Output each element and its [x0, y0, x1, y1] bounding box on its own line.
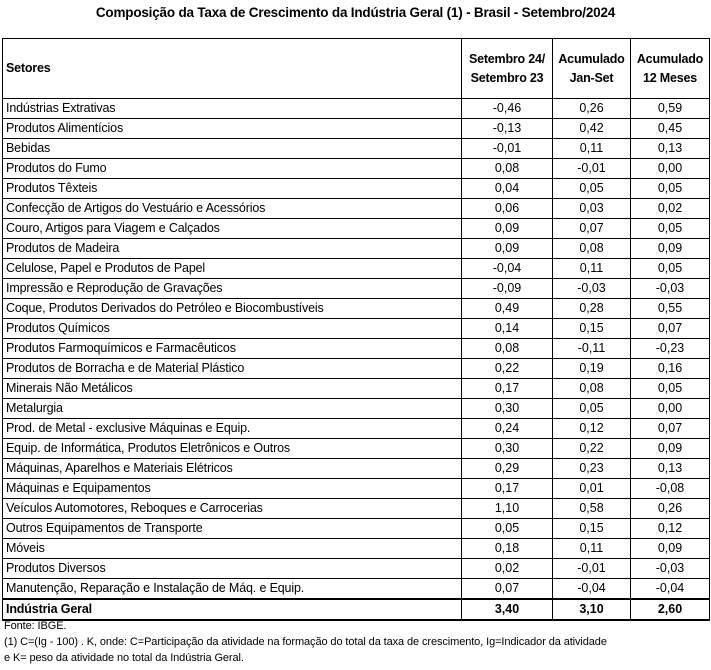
sector-name: Metalurgia — [3, 399, 462, 419]
table-header-row — [3, 39, 710, 99]
table-row — [3, 559, 710, 579]
value-acumulado-ano: 0,15 — [553, 319, 631, 339]
value-acumulado-ano: 0,07 — [553, 219, 631, 239]
header-setembro-line2: Setembro 23 — [470, 70, 544, 85]
value-acumulado-12m: -0,03 — [631, 279, 710, 299]
value-acumulado-12m: 0,05 — [631, 379, 710, 399]
footnote-line2: e K= peso da atividade no total da Indústria Geral. — [4, 652, 244, 664]
value-setembro: -0,46 — [462, 99, 553, 119]
value-acumulado-12m: 0,09 — [631, 539, 710, 559]
sector-name: Produtos do Fumo — [3, 159, 462, 179]
value-setembro: 0,18 — [462, 539, 553, 559]
value-setembro: 0,22 — [462, 359, 553, 379]
sector-name: Bebidas — [3, 139, 462, 159]
header-acumulado-ano — [553, 39, 631, 99]
value-acumulado-ano: -0,01 — [553, 159, 631, 179]
value-setembro: 0,06 — [462, 199, 553, 219]
table-row — [3, 339, 710, 359]
value-acumulado-ano: 0,11 — [553, 539, 631, 559]
total-label: Indústria Geral — [3, 599, 462, 620]
value-setembro: 1,10 — [462, 499, 553, 519]
value-acumulado-ano: 0,58 — [553, 499, 631, 519]
value-setembro: 0,49 — [462, 299, 553, 319]
value-acumulado-ano: -0,03 — [553, 279, 631, 299]
value-acumulado-ano: 0,12 — [553, 419, 631, 439]
sector-name: Máquinas, Aparelhos e Materiais Elétricos — [3, 459, 462, 479]
table-row — [3, 159, 710, 179]
value-acumulado-12m: 0,05 — [631, 219, 710, 239]
value-acumulado-ano: 0,28 — [553, 299, 631, 319]
value-acumulado-12m: 0,59 — [631, 99, 710, 119]
value-setembro: 0,30 — [462, 439, 553, 459]
value-acumulado-12m: 0,13 — [631, 139, 710, 159]
table-row — [3, 479, 710, 499]
table-row — [3, 579, 710, 600]
total-acum-12m: 2,60 — [631, 599, 710, 620]
value-setembro: -0,04 — [462, 259, 553, 279]
table-row — [3, 359, 710, 379]
value-acumulado-ano: 0,22 — [553, 439, 631, 459]
value-setembro: 0,05 — [462, 519, 553, 539]
table-row — [3, 239, 710, 259]
table-row — [3, 179, 710, 199]
table-row — [3, 459, 710, 479]
table-row — [3, 519, 710, 539]
sector-name: Veículos Automotores, Reboques e Carrocerias — [3, 499, 462, 519]
value-acumulado-12m: 0,05 — [631, 259, 710, 279]
value-setembro: 0,17 — [462, 479, 553, 499]
value-setembro: 0,08 — [462, 339, 553, 359]
table-row — [3, 439, 710, 459]
table-row — [3, 419, 710, 439]
value-acumulado-ano: 0,15 — [553, 519, 631, 539]
value-acumulado-ano: 0,11 — [553, 259, 631, 279]
value-setembro: 0,24 — [462, 419, 553, 439]
sector-name: Outros Equipamentos de Transporte — [3, 519, 462, 539]
value-setembro: 0,04 — [462, 179, 553, 199]
value-acumulado-ano: 0,11 — [553, 139, 631, 159]
sector-name: Coque, Produtos Derivados do Petróleo e Biocombustíveis — [3, 299, 462, 319]
value-acumulado-12m: 0,00 — [631, 399, 710, 419]
source-note: Fonte: IBGE. — [4, 620, 67, 632]
value-acumulado-ano: 0,42 — [553, 119, 631, 139]
value-acumulado-ano: 0,05 — [553, 179, 631, 199]
header-acumulado-12m — [631, 39, 710, 99]
header-acumulado-12m-line1: Acumulado — [636, 51, 704, 66]
value-acumulado-12m: 0,02 — [631, 199, 710, 219]
header-acumulado-12m-line2: 12 Meses — [643, 70, 697, 85]
value-acumulado-12m: 0,45 — [631, 119, 710, 139]
table-body — [3, 99, 710, 600]
table-row — [3, 319, 710, 339]
value-setembro: -0,01 — [462, 139, 553, 159]
sector-name: Produtos Têxteis — [3, 179, 462, 199]
header-setores: Setores — [3, 39, 462, 99]
header-acumulado-ano-line1: Acumulado — [558, 51, 625, 66]
value-acumulado-12m: 0,00 — [631, 159, 710, 179]
sector-name: Produtos Diversos — [3, 559, 462, 579]
value-setembro: -0,09 — [462, 279, 553, 299]
value-acumulado-12m: 0,05 — [631, 179, 710, 199]
sector-name: Produtos Farmoquímicos e Farmacêuticos — [3, 339, 462, 359]
table-title: Composição da Taxa de Crescimento da Indústria Geral (1) - Brasil - Setembro/2024 — [95, 5, 616, 20]
sector-name: Produtos de Madeira — [3, 239, 462, 259]
value-acumulado-12m: 0,09 — [631, 439, 710, 459]
value-acumulado-12m: -0,23 — [631, 339, 710, 359]
footnote-line1: (1) C=(Ig - 100) . K, onde: C=Participação da atividade na formação do total da taxa de crescimento, Ig=Indicador da atividade — [4, 636, 607, 648]
value-acumulado-ano: -0,11 — [553, 339, 631, 359]
value-acumulado-12m: -0,03 — [631, 559, 710, 579]
total-acum-ano: 3,10 — [553, 599, 631, 620]
value-acumulado-12m: 0,13 — [631, 459, 710, 479]
sector-name: Impressão e Reprodução de Gravações — [3, 279, 462, 299]
sector-name: Confecção de Artigos do Vestuário e Acessórios — [3, 199, 462, 219]
value-setembro: 0,07 — [462, 579, 553, 600]
table-row — [3, 199, 710, 219]
table-row — [3, 219, 710, 239]
total-mes: 3,40 — [462, 599, 553, 620]
value-acumulado-12m: 0,09 — [631, 239, 710, 259]
value-setembro: 0,14 — [462, 319, 553, 339]
value-acumulado-12m: -0,08 — [631, 479, 710, 499]
value-setembro: 0,02 — [462, 559, 553, 579]
value-setembro: 0,09 — [462, 239, 553, 259]
sector-name: Prod. de Metal - exclusive Máquinas e Equip. — [3, 419, 462, 439]
table-row — [3, 259, 710, 279]
sector-name: Produtos Alimentícios — [3, 119, 462, 139]
header-setembro — [462, 39, 553, 99]
header-setembro-line1: Setembro 24/ — [468, 51, 546, 66]
value-acumulado-ano: 0,05 — [553, 399, 631, 419]
value-acumulado-ano: 0,19 — [553, 359, 631, 379]
table-row — [3, 279, 710, 299]
table-row — [3, 539, 710, 559]
value-acumulado-12m: -0,04 — [631, 579, 710, 600]
growth-composition-table — [2, 38, 710, 621]
table-row — [3, 99, 710, 119]
value-acumulado-ano: -0,04 — [553, 579, 631, 600]
sector-name: Couro, Artigos para Viagem e Calçados — [3, 219, 462, 239]
value-setembro: 0,17 — [462, 379, 553, 399]
value-acumulado-12m: 0,07 — [631, 419, 710, 439]
value-acumulado-12m: 0,26 — [631, 499, 710, 519]
header-acumulado-ano-line2: Jan-Set — [569, 70, 614, 85]
value-setembro: 0,09 — [462, 219, 553, 239]
value-acumulado-ano: 0,01 — [553, 479, 631, 499]
value-setembro: -0,13 — [462, 119, 553, 139]
sector-name: Móveis — [3, 539, 462, 559]
value-setembro: 0,29 — [462, 459, 553, 479]
table-row — [3, 399, 710, 419]
value-acumulado-12m: 0,55 — [631, 299, 710, 319]
value-acumulado-ano: 0,26 — [553, 99, 631, 119]
table-row — [3, 379, 710, 399]
table-row — [3, 119, 710, 139]
total-row — [3, 599, 710, 620]
sector-name: Produtos Químicos — [3, 319, 462, 339]
table-row — [3, 299, 710, 319]
table-notes — [4, 618, 709, 666]
sector-name: Celulose, Papel e Produtos de Papel — [3, 259, 462, 279]
sector-name: Manutenção, Reparação e Instalação de Máq. e Equip. — [3, 579, 462, 600]
value-acumulado-ano: 0,08 — [553, 239, 631, 259]
value-acumulado-ano: 0,08 — [553, 379, 631, 399]
table-row — [3, 499, 710, 519]
value-setembro: 0,30 — [462, 399, 553, 419]
sector-name: Indústrias Extrativas — [3, 99, 462, 119]
sector-name: Equip. de Informática, Produtos Eletrônicos e Outros — [3, 439, 462, 459]
sector-name: Produtos de Borracha e de Material Plástico — [3, 359, 462, 379]
value-acumulado-ano: -0,01 — [553, 559, 631, 579]
sector-name: Máquinas e Equipamentos — [3, 479, 462, 499]
value-acumulado-12m: 0,07 — [631, 319, 710, 339]
value-acumulado-12m: 0,12 — [631, 519, 710, 539]
value-acumulado-12m: 0,16 — [631, 359, 710, 379]
table-row — [3, 139, 710, 159]
value-acumulado-ano: 0,23 — [553, 459, 631, 479]
value-setembro: 0,08 — [462, 159, 553, 179]
sector-name: Minerais Não Metálicos — [3, 379, 462, 399]
value-acumulado-ano: 0,03 — [553, 199, 631, 219]
